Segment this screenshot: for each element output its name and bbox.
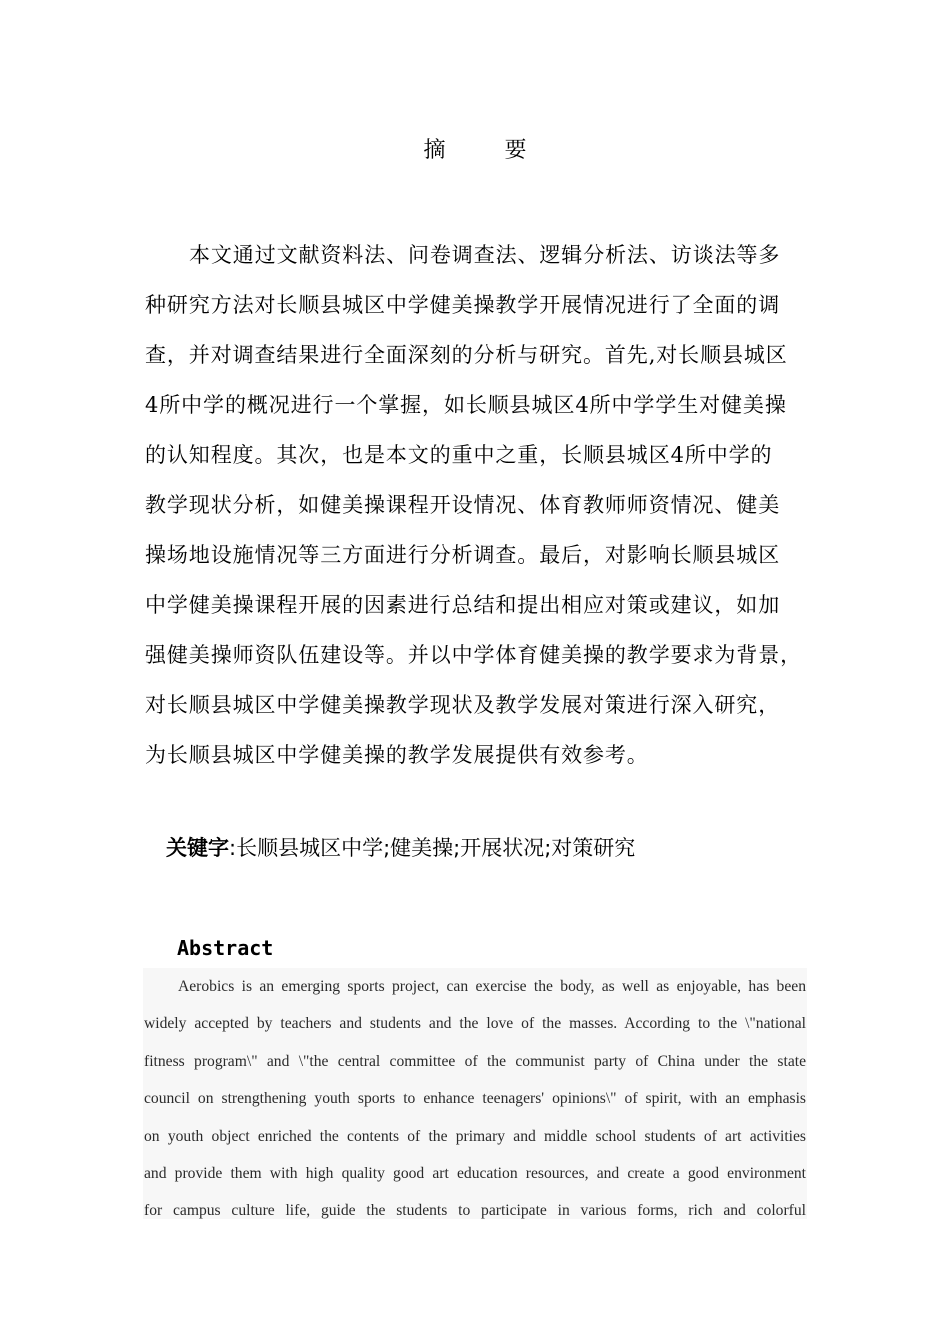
keywords-text: :长顺县城区中学;健美操;开展状况;对策研究 [229, 836, 636, 860]
paragraph-line: 为长顺县城区中学健美操的教学发展提供有效参考。 [145, 743, 649, 767]
paragraph-line: 本文通过文献资料法、问卷调查法、逻辑分析法、访谈法等多 [189, 243, 781, 267]
chinese-abstract-body [145, 230, 817, 780]
abstract-title: 摘 要 [423, 138, 553, 163]
english-paragraph-line: for campus culture life, guide the students to participate in various forms, rich and colorful [144, 1202, 806, 1219]
english-paragraph-line: on youth object enriched the contents of the primary and middle school students of art activities [144, 1127, 806, 1145]
keywords-line [166, 832, 635, 864]
paragraph-line: 强健美操师资队伍建设等。并以中学体育健美操的教学要求为背景， [145, 643, 802, 667]
english-paragraph-line: fitness program\" and \"the central committee of the communist party of China under the state [144, 1052, 806, 1070]
english-paragraph-line: council on strengthening youth sports to enhance teenagers' opinions\" of spirit, with an emphasis [144, 1090, 806, 1108]
english-paragraph-line: Aerobics is an emerging sports project, can exercise the body, as well as enjoyable, has been [178, 978, 806, 995]
paragraph-line: 4所中学的概况进行一个掌握，如长顺县城区4所中学学生对健美操 [145, 393, 787, 417]
paragraph-line: 操场地设施情况等三方面进行分析调查。最后，对影响长顺县城区 [145, 543, 781, 567]
paragraph-line: 查，并对调查结果进行全面深刻的分析与研究。首先,对长顺县城区 [145, 343, 788, 367]
paragraph-line: 的认知程度。其次，也是本文的重中之重，长顺县城区4所中学的 [145, 443, 773, 467]
english-abstract-body [143, 968, 807, 1219]
paragraph-line: 对长顺县城区中学健美操教学现状及教学发展对策进行深入研究， [145, 693, 781, 717]
english-abstract-heading: Abstract [177, 936, 274, 960]
keywords-label: 关键字 [166, 836, 229, 860]
paragraph-line: 教学现状分析，如健美操课程开设情况、体育教师师资情况、健美 [145, 493, 781, 517]
paragraph-line: 种研究方法对长顺县城区中学健美操教学开展情况进行了全面的调 [145, 293, 781, 317]
paragraph-line: 中学健美操课程开展的因素进行总结和提出相应对策或建议，如加 [145, 593, 781, 617]
english-paragraph-line: widely accepted by teachers and students and the love of the masses. According to the \"national [144, 1015, 806, 1033]
english-paragraph-line: and provide them with high quality good art education resources, and create a good environment [144, 1164, 806, 1182]
